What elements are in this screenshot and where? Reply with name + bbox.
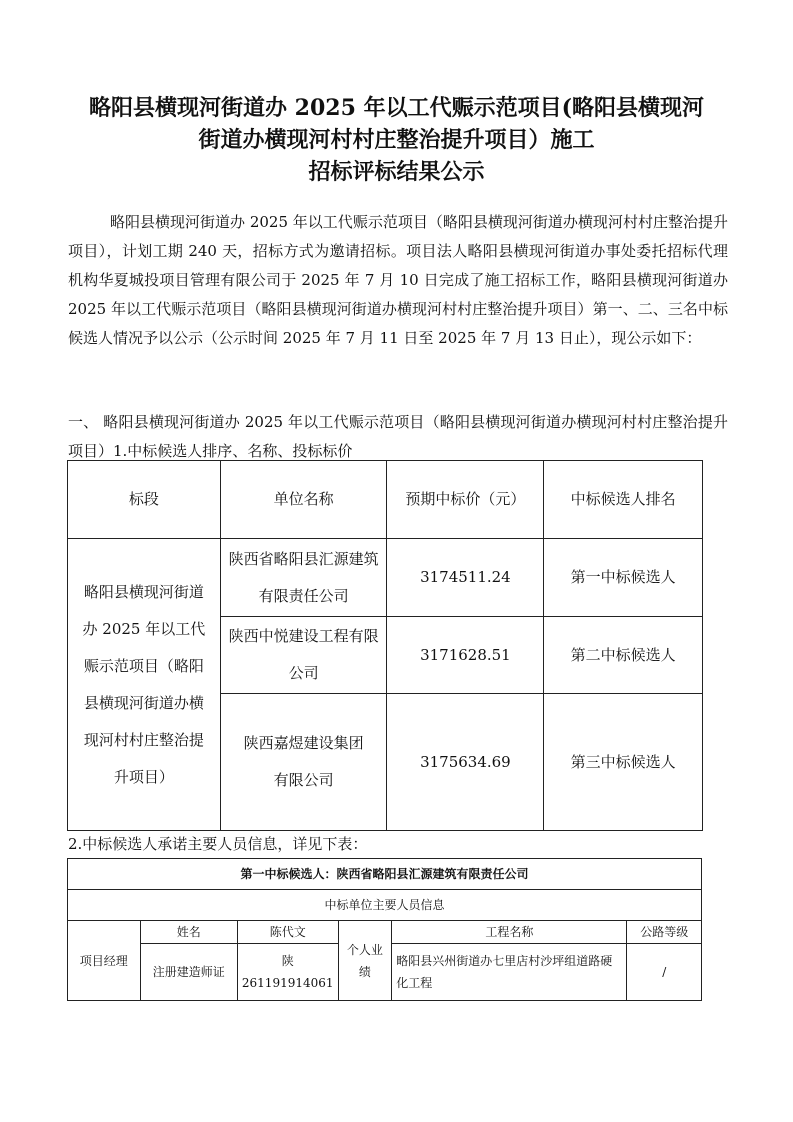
- role-cell: 项目经理: [68, 921, 141, 1001]
- section-2-heading: 2.中标候选人承诺主要人员信息，详见下表：: [68, 835, 368, 853]
- cert-number-cell: 陕 261191914061: [237, 944, 338, 1001]
- intro-paragraph: 略阳县横现河街道办 2025 年以工代赈示范项目（略阳县横现河街道办横现河村村庄整治提升项目），计划工期 240 天，招标方式为邀请招标。项目法人略阳县横现河街道办事处委托招标代理机构华夏城投项目管理有限公司于 2025 年 7 月 10 日完成了施工招标工作，略阳县横现河街道办 2025 年以工代赈示范项目（略阳县横现河街道办横现河村村庄整治提升项目）第一、二、三名中标候选人情况予以公示（公示时间 2025 年 7 月 11 日至 2025 年 7 月 13 日止），现公示如下：: [68, 213, 728, 347]
- header-company: 单位名称: [220, 461, 387, 539]
- grade-value-cell: /: [627, 944, 702, 1001]
- company-cell: 陕西嘉煜建设集团有限公司: [220, 694, 387, 831]
- personnel-table-subheading: 中标单位主要人员信息: [68, 890, 702, 921]
- company-cell: 陕西省略阳县汇源建筑有限责任公司: [220, 539, 387, 617]
- rank-cell: 第三中标候选人: [544, 694, 703, 831]
- personnel-table-heading: 第一中标候选人：陕西省略阳县汇源建筑有限责任公司: [68, 859, 702, 890]
- table-row: [68, 539, 703, 617]
- title-line-3: 招标评标结果公示: [308, 159, 485, 185]
- col-grade-header: 公路等级: [627, 921, 702, 944]
- person-name-cell: 陈代文: [237, 921, 338, 944]
- price-cell: 3175634.69: [387, 694, 544, 831]
- col-project-header: 工程名称: [392, 921, 627, 944]
- table-header-row: [68, 461, 703, 539]
- rank-cell: 第二中标候选人: [544, 617, 703, 694]
- price-cell: 3174511.24: [387, 539, 544, 617]
- price-cell: 3171628.51: [387, 617, 544, 694]
- segment-cell: 略阳县横现河街道办 2025 年以工代赈示范项目（略阳县横现河街道办横现河村村庄整治提升项目）: [68, 539, 221, 831]
- header-rank: 中标候选人排名: [544, 461, 703, 539]
- rank-cell: 第一中标候选人: [544, 539, 703, 617]
- title-line-2: 街道办横现河村村庄整治提升项目）施工: [198, 127, 595, 153]
- project-name-cell: 略阳县兴州街道办七里店村沙坪组道路硬化工程: [392, 944, 627, 1001]
- cert-cell: 注册建造师证: [140, 944, 237, 1001]
- header-price: 预期中标价（元）: [387, 461, 544, 539]
- candidate-ranking-table: [67, 460, 703, 831]
- personnel-table: [67, 858, 702, 1001]
- col-name-header: 姓名: [140, 921, 237, 944]
- header-segment: 标段: [68, 461, 221, 539]
- col-performance-header: 个人业绩: [338, 921, 392, 1001]
- company-cell: 陕西中悦建设工程有限公司: [220, 617, 387, 694]
- section-1-heading: 一、 略阳县横现河街道办 2025 年以工代赈示范项目（略阳县横现河街道办横现河村村庄整治提升项目）1.中标候选人排序、名称、投标标价: [68, 413, 728, 460]
- title-line-1: 略阳县横现河街道办 2025 年以工代赈示范项目(略阳县横现河: [89, 95, 704, 121]
